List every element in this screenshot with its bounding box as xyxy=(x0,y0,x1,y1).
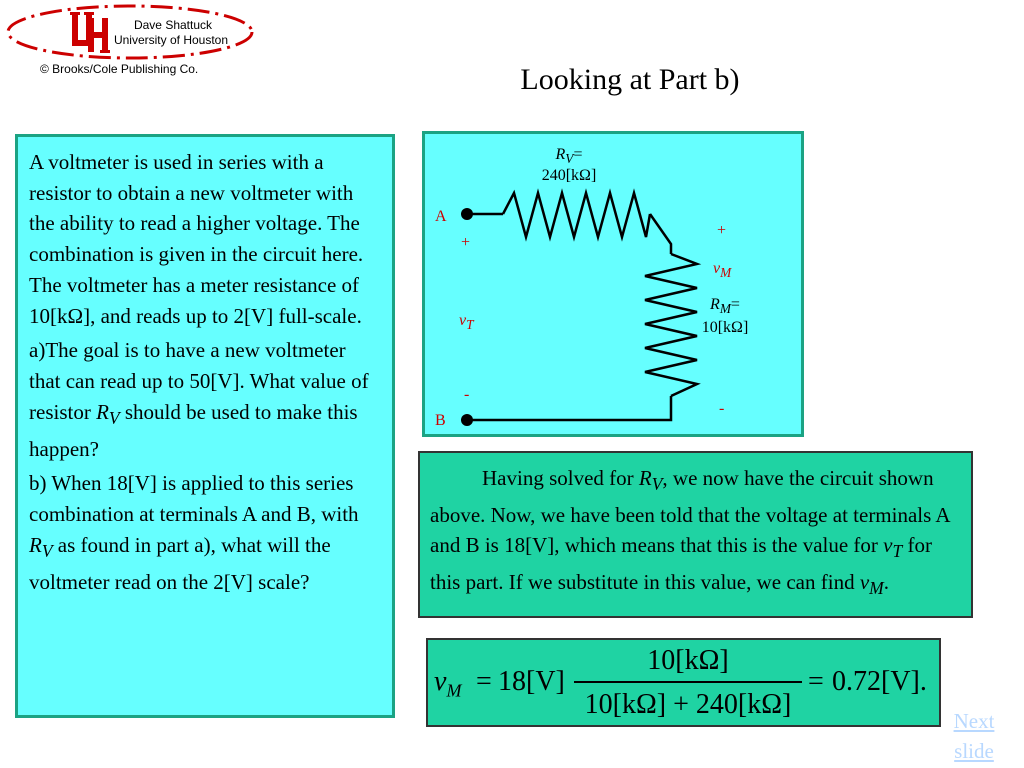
explanation-text-3: for this part. If we substitute in this value, we can find xyxy=(430,533,932,594)
part-a-text-2: should be used to make this happen? xyxy=(29,399,358,461)
explanation-var-vt: v xyxy=(883,533,893,558)
terminal-b-dot xyxy=(461,414,473,426)
equation-numerator: 10[kΩ] xyxy=(647,645,729,676)
wire-bottom xyxy=(467,396,671,420)
rm-var: R xyxy=(710,296,720,313)
institution-name: University of Houston xyxy=(113,33,229,47)
equation-factor: 18[V] xyxy=(498,666,565,697)
equation-fraction-bar xyxy=(574,681,802,683)
circuit-panel xyxy=(422,131,804,437)
uh-logo xyxy=(70,10,110,54)
rv-value: 240[kΩ] xyxy=(541,167,597,184)
explanation-sub-rv: V xyxy=(651,474,663,495)
part-a-sub: V xyxy=(108,407,120,428)
logo-ellipse xyxy=(4,2,256,62)
equation-lhs xyxy=(434,667,461,706)
explanation-sub-vm: M xyxy=(869,578,884,599)
author-name: Dave Shattuck xyxy=(133,18,213,32)
problem-paragraph-intro: A voltmeter is used in series with a resistor to obtain a new voltmeter with the ability to read a higher voltage. The combination is given in the circuit here. The voltmeter has a meter resistance of 10[kΩ], and reads up to 2[V] full-scale. xyxy=(29,150,364,328)
wire-top-right xyxy=(650,214,671,254)
vm-label xyxy=(713,260,731,282)
problem-paragraph-part-b xyxy=(29,468,382,597)
rm-value: 10[kΩ] xyxy=(701,319,749,336)
equation-panel xyxy=(426,638,941,727)
explanation-text-4: . xyxy=(883,569,889,594)
terminal-a-label: A xyxy=(435,208,447,225)
terminal-b-label: B xyxy=(435,412,446,429)
equation-result: 0.72[V]. xyxy=(832,666,927,697)
equation-denominator: 10[kΩ] + 240[kΩ] xyxy=(584,689,792,720)
resistor-rv-zigzag xyxy=(503,193,650,237)
equation-equals-2: = xyxy=(808,666,824,697)
explanation-var-rv: R xyxy=(638,466,652,490)
explanation-var-vm: v xyxy=(859,569,870,594)
part-b-text-1: b) When 18[V] is applied to this series combination at terminals A and B, with xyxy=(29,471,359,526)
part-b-text-2: as found in part a), what will the voltmeter read on the 2[V] scale? xyxy=(29,532,331,594)
equation-lhs-var: v xyxy=(434,666,447,697)
rm-eq: = xyxy=(730,296,740,313)
vm-sub: M xyxy=(720,265,732,281)
equation-lhs-sub: M xyxy=(446,680,462,701)
vm-plus-label: + xyxy=(717,222,727,239)
vt-var: v xyxy=(459,312,467,329)
rm-sub: M xyxy=(719,301,731,317)
rv-eq: = xyxy=(573,146,583,163)
part-b-var: R xyxy=(29,532,42,557)
explanation-text-2: , we now have the circuit shown above. Now, we have been told that the voltage at terminals A and B is 18[V], which means that this is the value for xyxy=(430,466,950,558)
problem-panel xyxy=(15,134,395,718)
vt-minus-label: - xyxy=(464,386,470,403)
explanation-text-1: Having solved for xyxy=(482,466,639,490)
circuit-diagram xyxy=(425,134,801,434)
explanation-panel xyxy=(418,451,973,618)
equation-equals-1: = xyxy=(476,666,492,697)
vm-var: v xyxy=(713,260,721,277)
rv-var: R xyxy=(555,146,566,163)
rm-label xyxy=(687,296,763,318)
rv-label xyxy=(529,146,609,168)
next-slide-link[interactable]: Next slide xyxy=(953,709,995,763)
part-b-sub: V xyxy=(41,540,53,561)
problem-paragraph-part-a xyxy=(29,335,382,464)
explanation-sub-vt: T xyxy=(892,541,903,562)
vt-label xyxy=(459,312,474,334)
part-a-var: R xyxy=(96,399,109,424)
vm-minus-label: - xyxy=(719,400,725,417)
vt-sub: T xyxy=(466,317,474,333)
part-a-text-1: a)The goal is to have a new voltmeter that can read up to 50[V]. What value of resistor xyxy=(29,338,369,424)
slide-title: Looking at Part b) xyxy=(520,63,740,96)
rv-sub: V xyxy=(565,151,574,167)
copyright-text: © Brooks/Cole Publishing Co. xyxy=(40,62,199,76)
terminal-a-dot xyxy=(461,208,473,220)
vt-plus-label: + xyxy=(461,234,471,251)
